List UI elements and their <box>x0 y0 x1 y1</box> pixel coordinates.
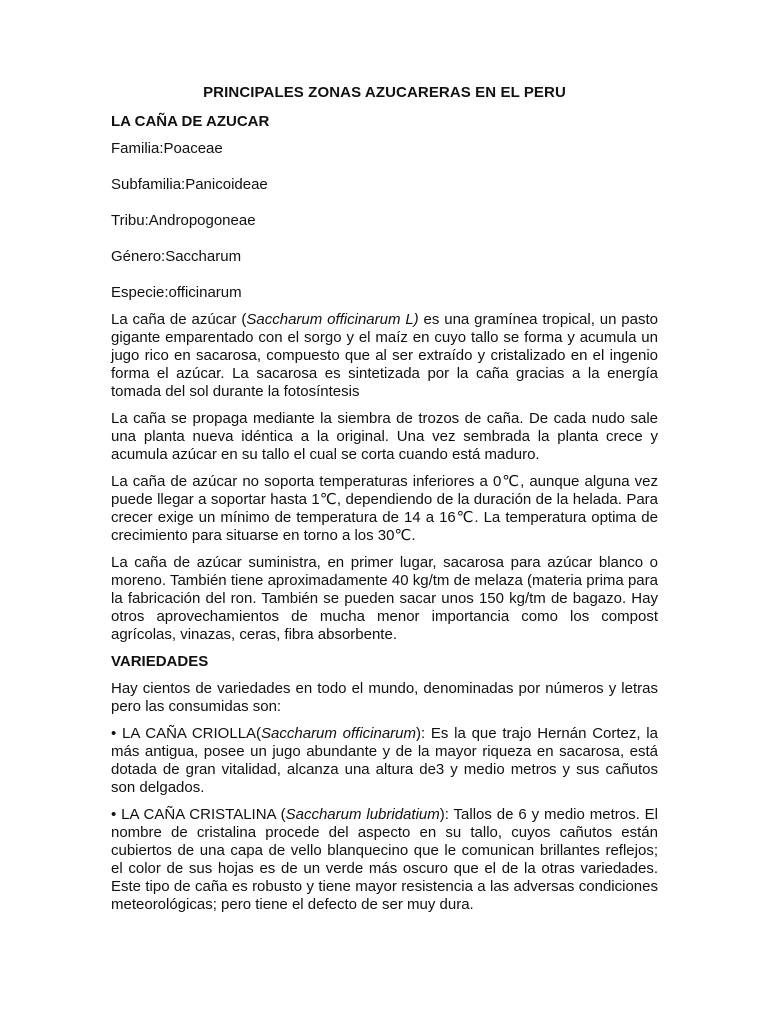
scientific-name: Saccharum officinarum L) <box>246 311 419 328</box>
section-heading-variedades: VARIEDADES <box>111 653 209 670</box>
variety-cristalina <box>111 806 658 914</box>
field-tribu: Tribu:Andropogoneae <box>111 212 256 229</box>
paragraph-intro <box>111 311 658 401</box>
paragraph-varieties-intro: Hay cientos de variedades en todo el mundo, denominadas por números y letras pero las consumidas son: <box>111 680 658 715</box>
paragraph-intro-rest: es una gramínea tropical, un pasto gigante emparentado con el sorgo y el maíz en cuyo tallo se forma y acumula un jugo rico en sacarosa, compuesto que al ser extraído y cristalizado en el ingenio forma el azúcar. La sacarosa es sintetizada por la caña gracias a la energía tomada del sol durante la fotosíntesis <box>111 311 658 400</box>
variety-criolla-label: • LA CAÑA CRIOLLA( <box>111 725 262 742</box>
field-especie: Especie:officinarum <box>111 284 242 301</box>
paragraph-products: La caña de azúcar suministra, en primer lugar, sacarosa para azúcar blanco o moreno. También tiene aproximadamente 40 kg/tm de melaza (materia prima para la fabricación del ron. También se pueden sacar unos 150 kg/tm de bagazo. Hay otros aprovechamientos de mucha menor importancia como los compost agrícolas, vinazas, ceras, fibra absorbente. <box>111 554 658 643</box>
variety-cristalina-description: ): Tallos de 6 y medio metros. El nombre de cristalina procede del aspecto en su tallo, cuyos cañutos están cubiertos de una capa de vello blanquecino que le comunican brillantes reflejos; el color de sus hojas es de un verde más oscuro que el de la otras variedades. Este tipo de caña es robusto y tiene mayor resistencia a las adversas condiciones meteorológicas; pero tiene el defecto de ser muy dura. <box>111 806 658 913</box>
section-heading-cana: LA CAÑA DE AZUCAR <box>111 113 270 130</box>
paragraph-temperature: La caña de azúcar no soporta temperaturas inferiores a 0℃, aunque alguna vez puede llegar a soportar hasta 1℃, dependiendo de la duración de la helada. Para crecer exige un mínimo de temperatura de 14 a 16℃. La temperatura optima de crecimiento para situarse en torno a los 30℃. <box>111 473 658 544</box>
document-body <box>111 84 658 923</box>
field-familia: Familia:Poaceae <box>111 140 223 157</box>
variety-criolla-scientific-name: Saccharum officinarum <box>261 725 416 742</box>
field-subfamilia: Subfamilia:Panicoideae <box>111 176 268 193</box>
document-title: PRINCIPALES ZONAS AZUCARERAS EN EL PERU <box>203 84 566 101</box>
variety-criolla-description: ): Es la que trajo Hernán Cortez, la más antigua, posee un jugo abundante y de la mayor riqueza en sacarosa, está dotada de gran vitalidad, alcanza una altura de3 y medio metros y sus cañutos son delgados. <box>111 725 658 796</box>
paragraph-intro-start: La caña de azúcar ( <box>111 311 247 328</box>
field-genero: Género:Saccharum <box>111 248 242 265</box>
variety-cristalina-scientific-name: Saccharum lubridatium <box>285 806 440 823</box>
variety-cristalina-label: • LA CAÑA CRISTALINA ( <box>111 806 286 823</box>
paragraph-propagation: La caña se propaga mediante la siembra de trozos de caña. De cada nudo sale una planta nueva idéntica a la original. Una vez sembrada la planta crece y acumula azúcar en su tallo el cual se corta cuando está maduro. <box>111 410 658 463</box>
variety-criolla <box>111 725 658 797</box>
